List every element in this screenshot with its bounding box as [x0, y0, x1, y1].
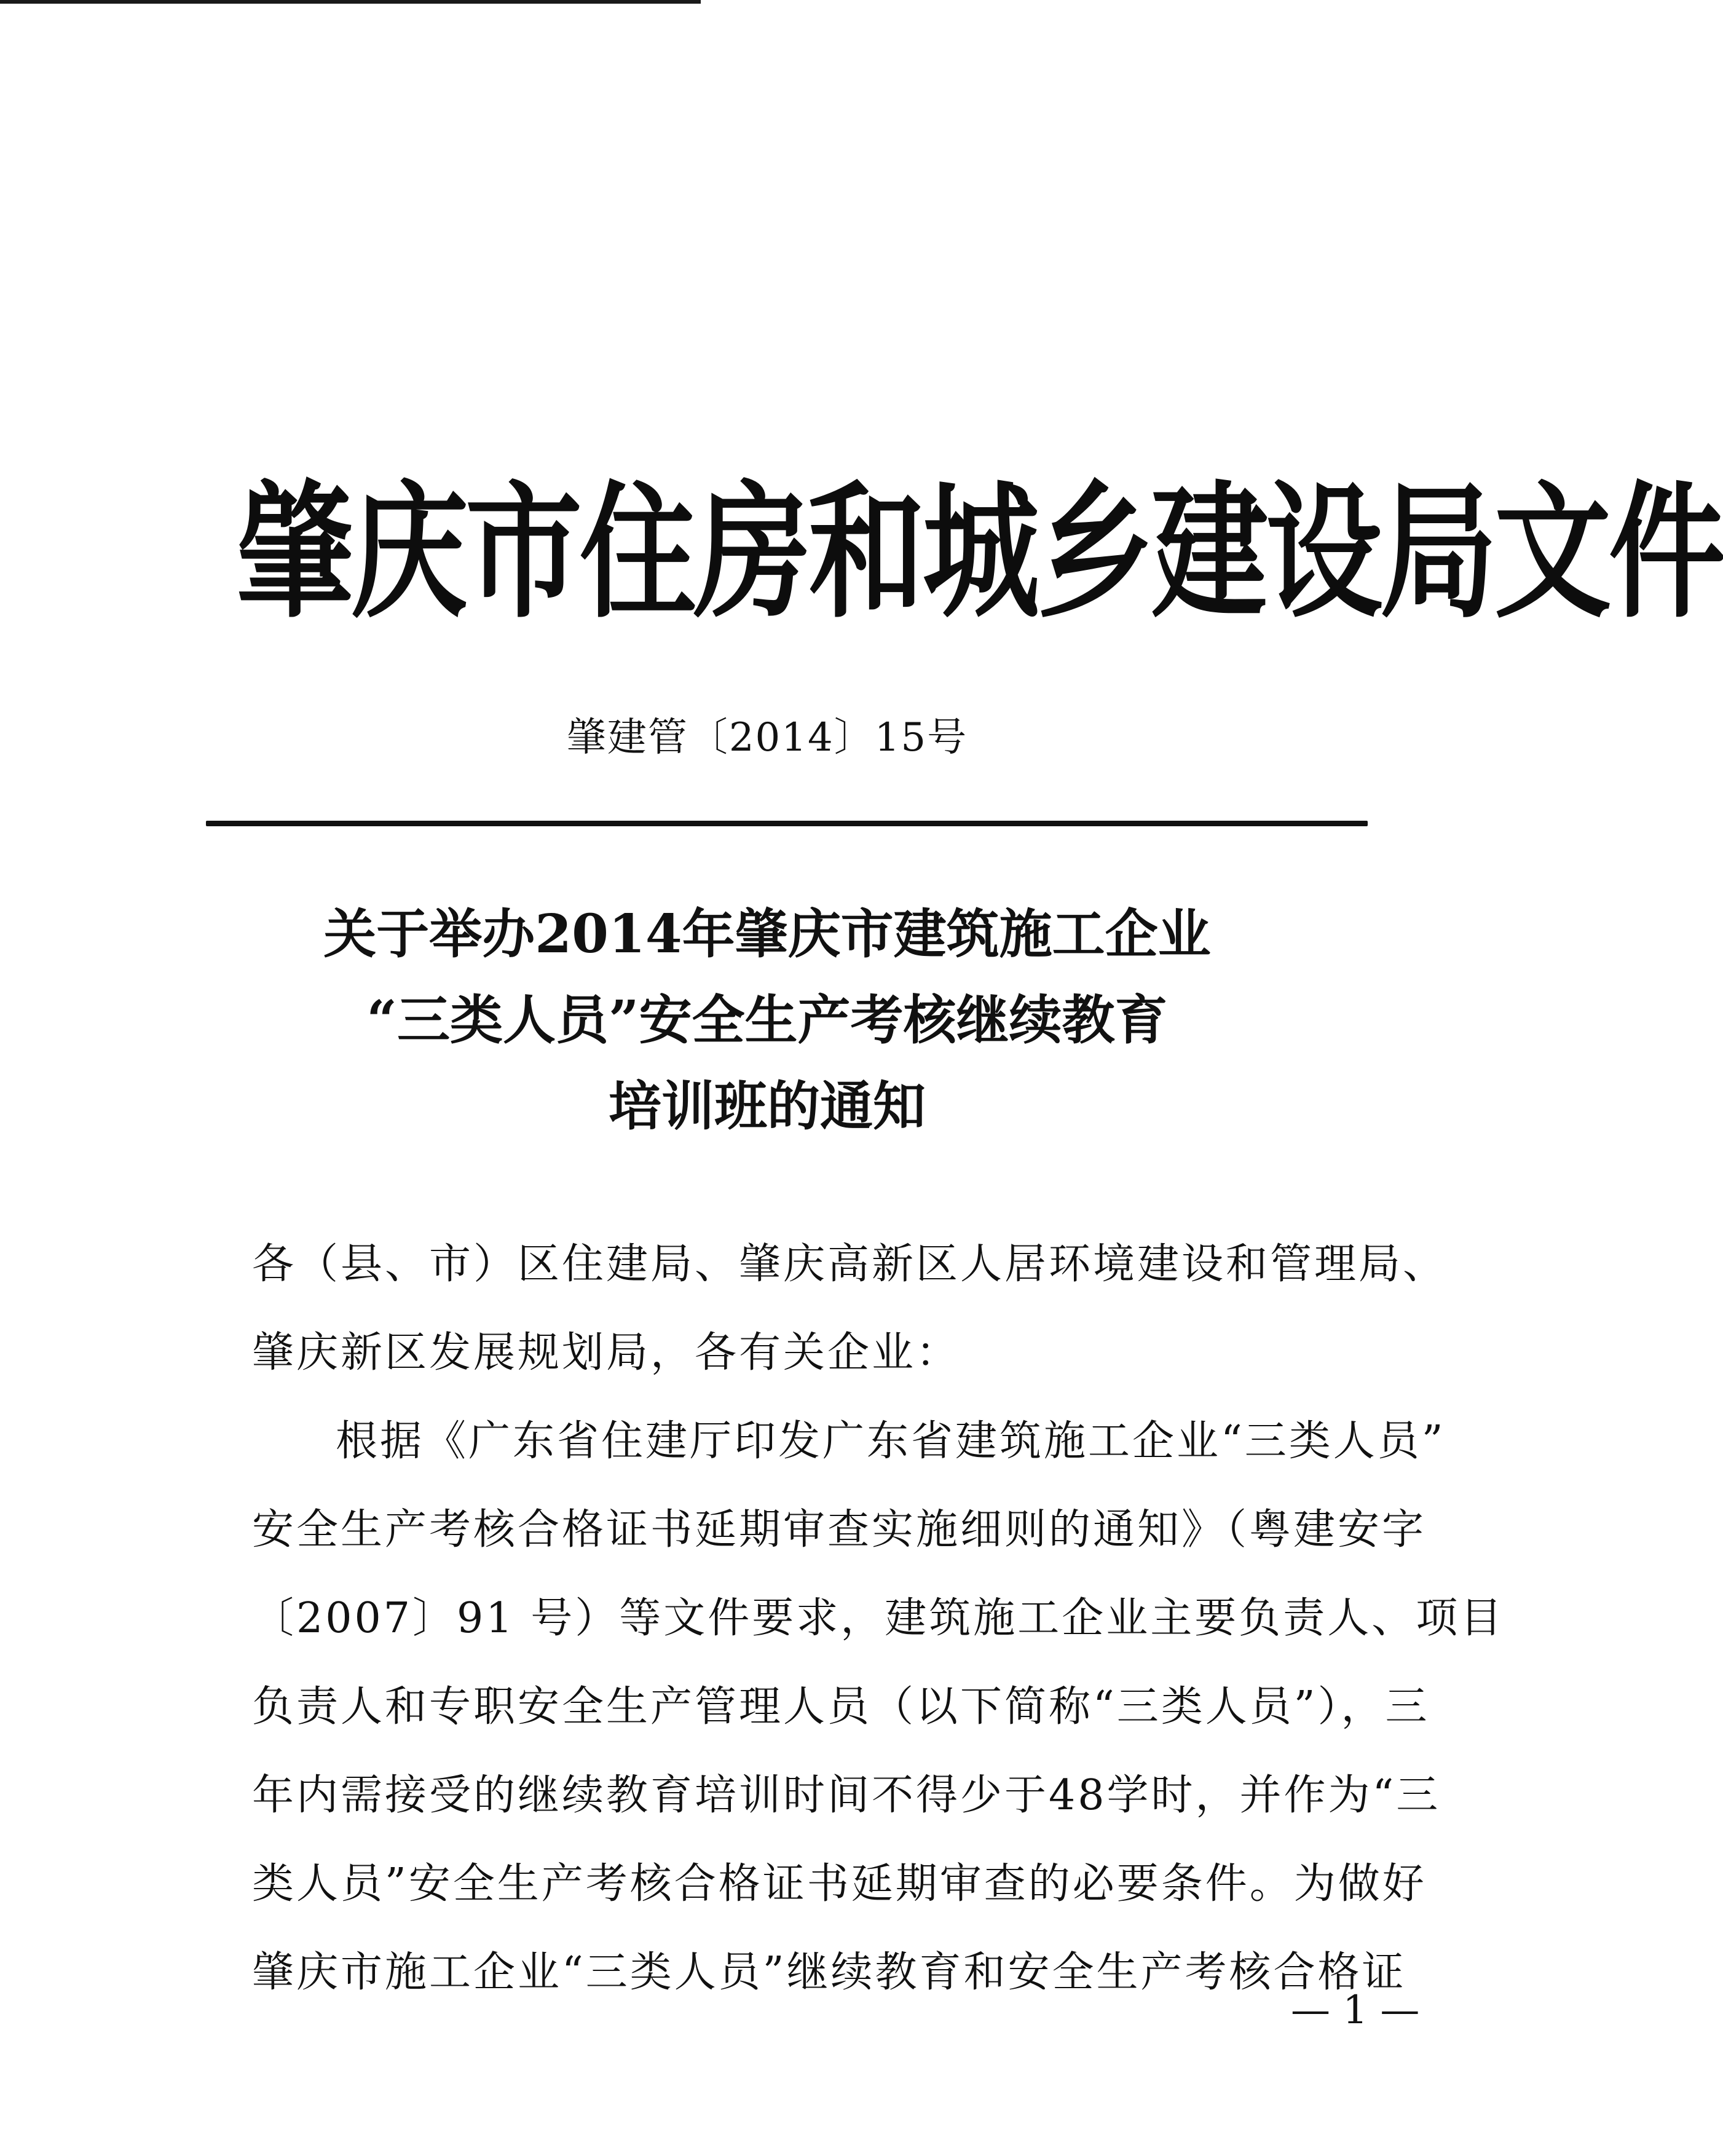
body-paragraph-line: 肇庆市施工企业“三类人员”继续教育和安全生产考核合格证 — [252, 1948, 1406, 1997]
notice-title-line-1: 关于举办2014年肇庆市建筑施工企业 — [323, 903, 1211, 965]
page-number: — 1 — — [1291, 1988, 1420, 2033]
addressee-line-2: 肇庆新区发展规划局，各有关企业： — [252, 1329, 961, 1377]
body-paragraph-line: 负责人和专职安全生产管理人员（以下简称“三类人员”），三 — [252, 1683, 1430, 1731]
notice-title-line-2: “三类人员”安全生产考核继续教育 — [366, 989, 1168, 1051]
scan-edge-line — [0, 0, 701, 4]
issuing-authority-title: 肇庆市住房和城乡建设局文件 — [237, 468, 1723, 638]
body-paragraph-line: 类人员”安全生产考核合格证书延期审查的必要条件。为做好 — [252, 1860, 1427, 1908]
body-paragraph-line: 年内需接受的继续教育培训时间不得少于48学时，并作为“三 — [252, 1771, 1441, 1820]
document-number: 肇建管〔2014〕15号 — [566, 715, 968, 760]
body-paragraph-line: 〔2007〕91 号）等文件要求，建筑施工企业主要负责人、项目 — [252, 1594, 1505, 1643]
body-paragraph-line: 安全生产考核合格证书延期审查实施细则的通知》（粤建安字 — [252, 1506, 1427, 1554]
body-paragraph-line: 根据《广东省住建厅印发广东省建筑施工企业“三类人员” — [336, 1417, 1446, 1466]
header-separator-line — [206, 821, 1368, 826]
addressee-line-1: 各（县、市）区住建局、肇庆高新区人居环境建设和管理局、 — [252, 1240, 1448, 1289]
notice-title — [0, 891, 1534, 1150]
notice-title-line-3: 培训班的通知 — [609, 1075, 926, 1137]
notice-body — [252, 1220, 1505, 2017]
